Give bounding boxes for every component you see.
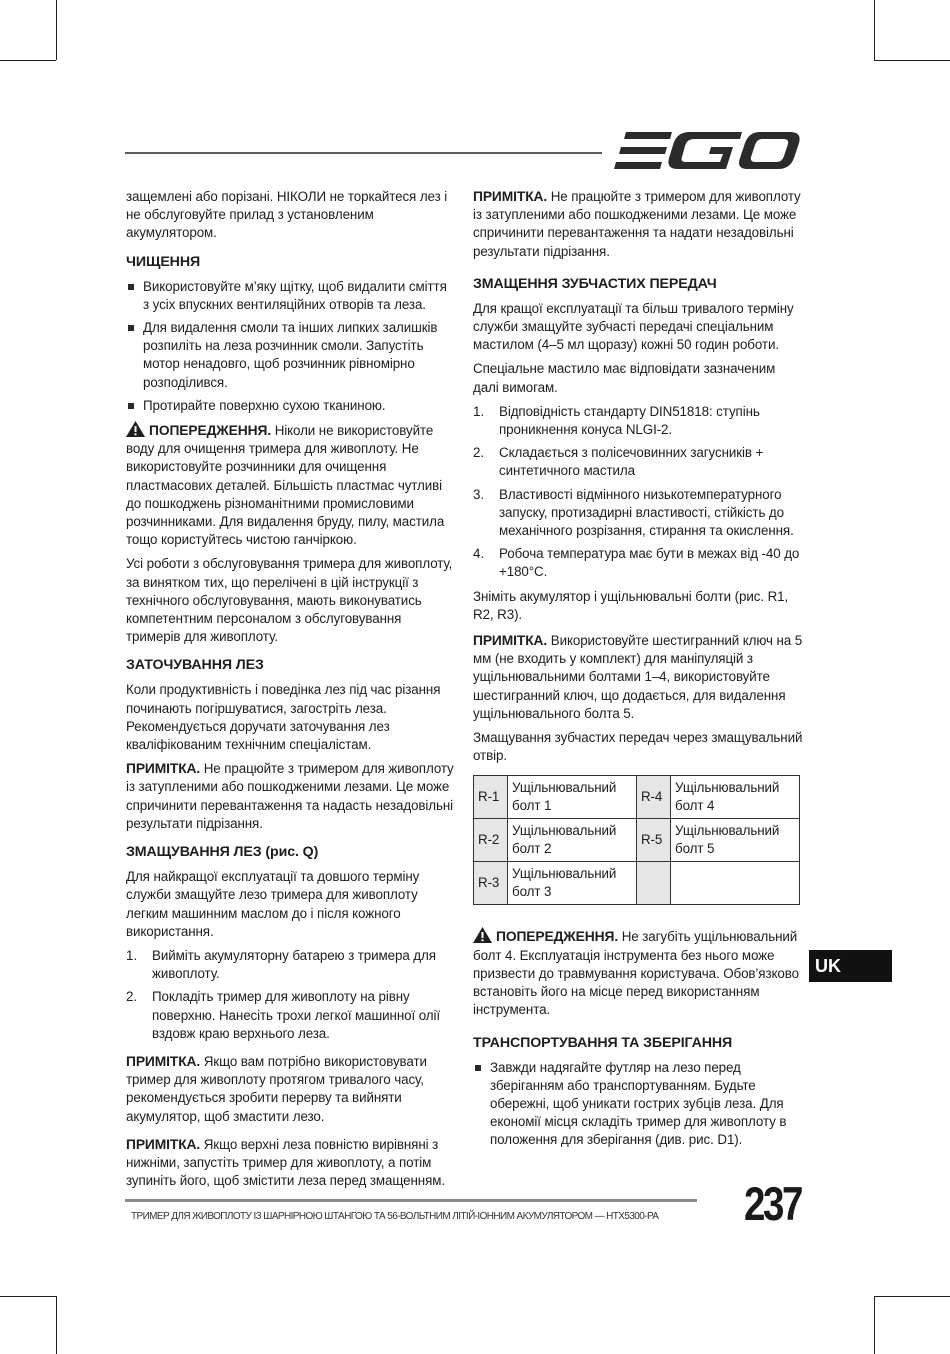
table-cell: Ущільнювальний болт 4 bbox=[671, 776, 800, 819]
note-block bbox=[126, 1136, 456, 1191]
table-cell: Ущільнювальний болт 3 bbox=[508, 862, 637, 905]
warning-block bbox=[126, 421, 456, 549]
table-cell: Ущільнювальний болт 5 bbox=[671, 819, 800, 862]
gear-heading: ЗМАЩЕННЯ ЗУБЧАСТИХ ПЕРЕДАЧ bbox=[473, 275, 717, 292]
transport-heading: ТРАНСПОРТУВАННЯ ТА ЗБЕРІГАННЯ bbox=[473, 1034, 733, 1051]
crop-mark bbox=[874, 60, 950, 61]
note-label: ПРИМІТКА. bbox=[473, 633, 548, 649]
note-block bbox=[126, 760, 456, 833]
warning-label: ПОПЕРЕДЖЕННЯ. bbox=[149, 423, 272, 439]
footer-text: ТРИМЕР ДЛЯ ЖИВОПЛОТУ ІЗ ШАРНІРНОЮ ШТАНГОЮ ТА 56-ВОЛЬТНИМ ЛІТІЙ-ІОННИМ АКУМУЛЯТОРОМ — HTX5300-PA bbox=[131, 1211, 659, 1222]
table-cell: R-4 bbox=[636, 776, 670, 819]
list-item: 1. Відповідність стандарту DIN51818: ступінь проникнення конуса NLGI-2. bbox=[473, 403, 760, 438]
ego-logo bbox=[612, 128, 802, 174]
lube-text: Для найкращої експлуатації та довшого терміну служби змащуйте лезо тримера для живоплоту легким машинним маслом до і після кожного використання. bbox=[126, 869, 420, 939]
list-item: Використовуйте м’яку щітку, щоб видалити сміття з усіх впускних вентиляційних отворів та леза. bbox=[126, 278, 456, 314]
transport-list bbox=[473, 1059, 803, 1150]
table-row bbox=[474, 862, 800, 905]
lube-steps bbox=[126, 947, 456, 1043]
page-number: 237 bbox=[744, 1177, 801, 1230]
note-block bbox=[126, 1053, 456, 1126]
note-text: Використовуйте шестигранний ключ на 5 мм (не входить у комплект) для маніпуляцій з ущільнювальними болтами 1–4, використовуйте шестигранний ключ, що додається, для видалення ущільнювального болта 5. bbox=[473, 633, 803, 721]
list-item: 3. Властивості відмінного низькотемпературного запуску, протизадирні властивості, стійкість до механічного розрізання, стирання та окислення. bbox=[473, 486, 794, 539]
remove-text: Зніміть акумулятор і ущільнювальні болти (рис. R1, R2, R3). bbox=[473, 588, 789, 622]
crop-mark bbox=[56, 1296, 57, 1354]
note-block bbox=[473, 188, 803, 261]
list-item: 2. Покладіть тример для живоплоту на рівну поверхню. Нанесіть трохи легкої машинної олії вздовж краю верхнього леза. bbox=[126, 989, 440, 1041]
table-row bbox=[474, 819, 800, 862]
crop-mark bbox=[874, 1296, 950, 1297]
crop-mark bbox=[874, 0, 875, 60]
bullet-icon bbox=[128, 284, 134, 290]
right-column bbox=[473, 188, 803, 1156]
table-cell: R-1 bbox=[474, 776, 508, 819]
service-text: Усі роботи з обслуговування тримера для живоплоту, за винятком тих, що перелічені в цій інструкції з технічного обслуговування, мають виконуватись компетентним персоналом з обслуговування тримерів для живоплоту. bbox=[126, 556, 453, 645]
cleaning-heading: ЧИЩЕННЯ bbox=[126, 253, 201, 270]
left-column bbox=[126, 188, 456, 1196]
table-cell: Ущільнювальний болт 1 bbox=[508, 776, 637, 819]
crop-mark bbox=[874, 1296, 875, 1354]
warning-block bbox=[473, 927, 803, 1019]
table-cell bbox=[636, 862, 670, 905]
table-row bbox=[474, 776, 800, 819]
list-item: 1. Вийміть акумуляторну батарею з тримера для живоплоту. bbox=[126, 947, 436, 982]
bullet-icon bbox=[128, 403, 134, 409]
gear-text: Для кращої експлуатації та більш тривалого терміну служби змащуйте зубчасті передачі спеціальним мастилом (4–5 мл щоразу) кожні 50 годин роботи. bbox=[473, 300, 794, 353]
crop-mark bbox=[56, 0, 57, 60]
bullet-icon bbox=[475, 1065, 481, 1071]
warning-icon bbox=[473, 927, 492, 943]
list-item: Для видалення смоли та інших липких залишків розпиліть на леза розчинник смоли. Запустіть мотор ненадовго, щоб розчинник рівномірно розподілився. bbox=[126, 319, 456, 392]
language-tab: UK bbox=[809, 950, 892, 982]
gear-requirements bbox=[473, 403, 803, 582]
crop-mark bbox=[0, 60, 56, 61]
note-text: Якщо вам потрібно використовувати тример для живоплоту протягом тривалого часу, рекомендується зробити перерву та вийняти акумулятор, щоб змастити лезо. bbox=[126, 1053, 427, 1124]
cleaning-list bbox=[126, 278, 456, 415]
warning-label: ПОПЕРЕДЖЕННЯ. bbox=[496, 929, 619, 945]
warning-text: Не загубіть ущільнювальний болт 4. Експлуатація інструмента без нього може призвести до травмування користувача. Обов’язково встановіть його на місце перед використанням інструмента. bbox=[473, 929, 799, 1018]
lube-heading: ЗМАЩУВАННЯ ЛЕЗ (рис. Q) bbox=[126, 844, 319, 861]
note-label: ПРИМІТКА. bbox=[126, 1053, 201, 1069]
table-cell: R-2 bbox=[474, 819, 508, 862]
table-cell: Ущільнювальний болт 2 bbox=[508, 819, 637, 862]
table-cell: R-3 bbox=[474, 862, 508, 905]
list-item: Завжди надягайте футляр на лезо перед зберіганням або транспортуванням. Будьте обережні, щоб уникати гострих зубців леза. Для економії місця складіть тример для живоплоту в положення для зберігання (див. рис. D1). bbox=[473, 1059, 803, 1150]
bullet-icon bbox=[128, 325, 134, 331]
list-item: Протирайте поверхню сухою тканиною. bbox=[126, 397, 456, 415]
note-label: ПРИМІТКА. bbox=[126, 761, 201, 777]
note-label: ПРИМІТКА. bbox=[126, 1136, 201, 1152]
note-block bbox=[473, 632, 803, 723]
note-label: ПРИМІТКА. bbox=[473, 189, 548, 204]
table-cell bbox=[671, 862, 800, 905]
footer-rule bbox=[125, 1199, 697, 1202]
list-item: 4. Робоча температура має бути в межах від -40 до +180°C. bbox=[473, 546, 800, 580]
note-text: Не працюйте з тримером для живоплоту із затупленими або пошкодженими лезами. Це може спричинити перевантаження та надасть незадовільні результати підрізання. bbox=[126, 761, 454, 831]
sharpening-text: Коли продуктивність і поведінка лез під час різання починають погіршуватися, загостріть леза. Рекомендується доручати заточування лез кваліфікованим технічним спеціалістам. bbox=[126, 682, 441, 753]
warning-icon bbox=[126, 421, 145, 437]
note-text: Якщо верхні леза повністю вирівняні з нижніми, запустіть тример для живоплоту, а потім зупиніть його, щоб змістити леза перед змащенням. bbox=[126, 1136, 445, 1189]
warning-text: Ніколи не використовуйте воду для очищення тримера для живоплоту. Не використовуйте розчинники для очищення пластмасових деталей. Більшість пластмас чутливі до пошкоджень різноманітними промисловими розчинниками. Для видалення бруду, пилу, мастила тощо користуйтесь чистою ганчіркою. bbox=[126, 423, 445, 548]
sharpening-heading: ЗАТОЧУВАННЯ ЛЕЗ bbox=[126, 657, 264, 674]
table-cell: R-5 bbox=[636, 819, 670, 862]
crop-mark bbox=[0, 1296, 56, 1297]
header-rule bbox=[125, 152, 602, 154]
note-text: Не працюйте з тримером для живоплоту із затупленими або пошкодженими лезами. Це може спричинити перевантаження та надати незадовільні результати підрізання. bbox=[473, 189, 801, 259]
bolt-table bbox=[473, 775, 800, 905]
hole-text: Змащування зубчастих передач через змащувальний отвір. bbox=[473, 730, 803, 764]
list-item: 2. Складається з полісечовинних загусників + синтетичного мастила bbox=[473, 445, 764, 479]
gear-text: Спеціальне мастило має відповідати зазначеним далі вимогам. bbox=[473, 361, 776, 395]
intro-text: защемлені або порізані. НІКОЛИ не торкайтеся лез і не обслуговуйте прилад з установленим акумулятором. bbox=[126, 189, 448, 241]
